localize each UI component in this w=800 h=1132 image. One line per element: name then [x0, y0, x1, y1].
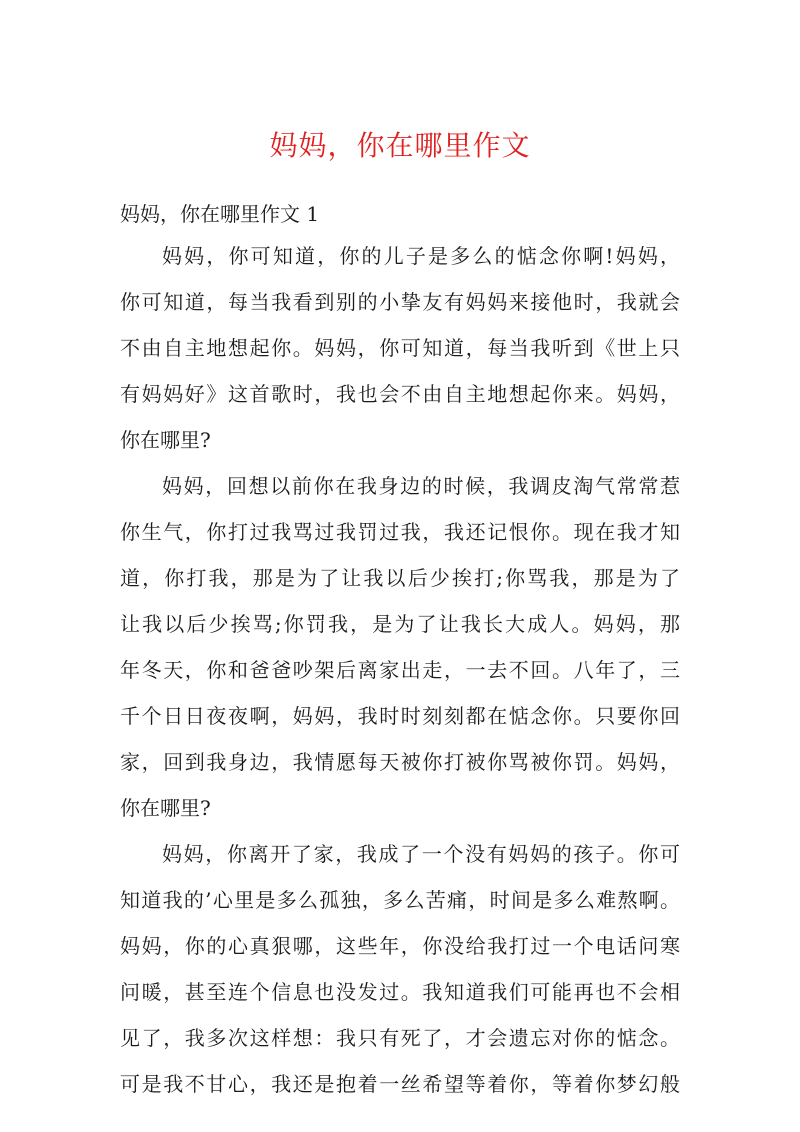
paragraph-line: 年冬天，你和爸爸吵架后离家出走，一去不回。八年了，三	[120, 658, 680, 682]
paragraph-line: 让我以后少挨骂;你罚我，是为了让我长大成人。妈妈，那	[120, 612, 680, 636]
paragraph-line: 有妈妈好》这首歌时，我也会不由自主地想起你来。妈妈，	[120, 382, 680, 406]
paragraph-line: 妈妈，你可知道，你的儿子是多么的惦念你啊!妈妈，	[162, 244, 680, 268]
paragraph-line: 可是我不甘心，我还是抱着一丝希望等着你，等着你梦幻般	[120, 1072, 680, 1096]
paragraph-line: 道，你打我，那是为了让我以后少挨打;你骂我，那是为了	[120, 566, 680, 590]
paragraph-line: 你在哪里?	[120, 796, 211, 820]
paragraph-line: 知道我的’心里是多么孤独，多么苦痛，时间是多么难熬啊。	[120, 888, 680, 912]
paragraph-line: 你可知道，每当我看到别的小挚友有妈妈来接他时，我就会	[120, 290, 680, 314]
paragraph-line: 问暖，甚至连个信息也没发过。我知道我们可能再也不会相	[120, 980, 680, 1004]
paragraph-line: 妈妈，你的心真狠哪，这些年，你没给我打过一个电话问寒	[120, 934, 680, 958]
paragraph-line: 你在哪里?	[120, 428, 211, 452]
paragraph-line: 你生气，你打过我骂过我罚过我，我还记恨你。现在我才知	[120, 520, 680, 544]
paragraph-line: 不由自主地想起你。妈妈，你可知道，每当我听到《世上只	[120, 336, 680, 360]
document-title: 妈妈，你在哪里作文	[269, 129, 531, 162]
essay-heading: 妈妈，你在哪里作文 1	[120, 202, 320, 226]
paragraph-line: 妈妈，回想以前你在我身边的时候，我调皮淘气常常惹	[162, 474, 680, 498]
paragraph-line: 千个日日夜夜啊，妈妈，我时时刻刻都在惦念你。只要你回	[120, 704, 680, 728]
paragraph-line: 妈妈，你离开了家，我成了一个没有妈妈的孩子。你可	[162, 842, 680, 866]
paragraph-line: 家，回到我身边，我情愿每天被你打被你骂被你罚。妈妈，	[120, 750, 680, 774]
paragraph-line: 见了，我多次这样想：我只有死了，才会遗忘对你的惦念。	[120, 1026, 680, 1050]
